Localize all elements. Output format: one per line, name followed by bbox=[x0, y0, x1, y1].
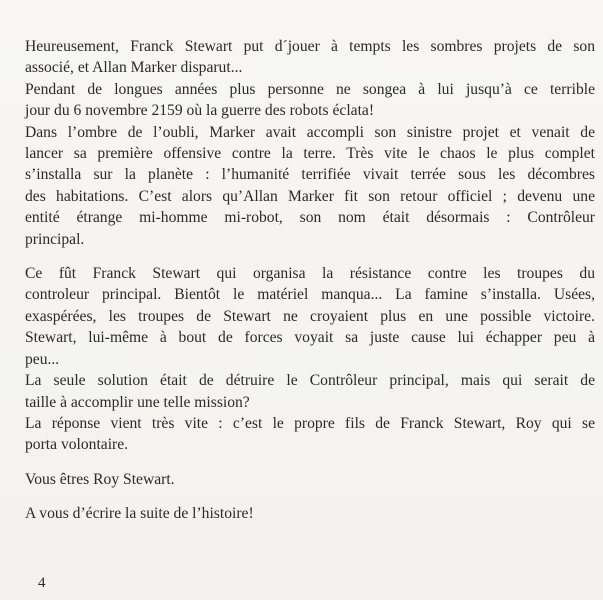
text-line: jour du 6 novembre 2159 où la guerre des robots éclata! bbox=[25, 102, 375, 120]
text-line: Dans l’ombre de l’oubli, Marker avait accompli son sinistre projet et venait de bbox=[25, 123, 595, 141]
text-line: Heureusement, Franck Stewart put d´jouer à tempts les sombres projets de son bbox=[25, 38, 595, 55]
text-line: A vous d’écrire la suite de l’histoire! bbox=[25, 505, 254, 523]
paragraph-gap bbox=[25, 490, 595, 503]
text-line: lancer sa première offensive contre la terre. Très vite le chaos le plus complet bbox=[25, 145, 595, 163]
text-line: peu... bbox=[25, 350, 60, 368]
paragraph-gap bbox=[25, 456, 595, 469]
text-line: Pendant de longues années plus personne ne songea à lui jusqu’à ce terrible bbox=[25, 80, 595, 98]
text-line: exaspérées, les troupes de Stewart ne croyaient plus en une possible victoire. bbox=[25, 307, 595, 325]
text-line: s’installa sur la planète : l’humanité terrifiée vivait terrée sous les décombres bbox=[25, 166, 595, 184]
text-line: entité étrange mi-homme mi-robot, son nom était désormais : Contrôleur bbox=[25, 209, 595, 227]
text-line: Stewart, lui-même à bout de forces voyait sa juste cause lui échapper peu à bbox=[25, 329, 595, 347]
paragraph-gap bbox=[25, 250, 595, 263]
page-number: 4 bbox=[38, 575, 46, 591]
text-line: principal. bbox=[25, 230, 85, 248]
text-line: controleur principal. Bientôt le matériel manqua... La famine s’installa. Usées, bbox=[25, 286, 595, 304]
text-line: La réponse vient très vite : c’est le propre fils de Franck Stewart, Roy qui se bbox=[25, 414, 595, 432]
text-line: des habitations. C’est alors qu’Allan Marker fit son retour officiel ; devenu une bbox=[25, 187, 595, 205]
text-line: La seule solution était de détruire le Contrôleur principal, mais qui serait de bbox=[25, 372, 595, 390]
text-line: taille à accomplir une telle mission? bbox=[25, 393, 250, 411]
text-line: associé, et Allan Marker disparut... bbox=[25, 59, 243, 77]
text-line: Vous êtres Roy Stewart. bbox=[25, 470, 175, 488]
story-text bbox=[25, 36, 595, 525]
text-line: porta volontaire. bbox=[25, 436, 129, 454]
text-line: Ce fût Franck Stewart qui organisa la résistance contre les troupes du bbox=[25, 265, 595, 283]
